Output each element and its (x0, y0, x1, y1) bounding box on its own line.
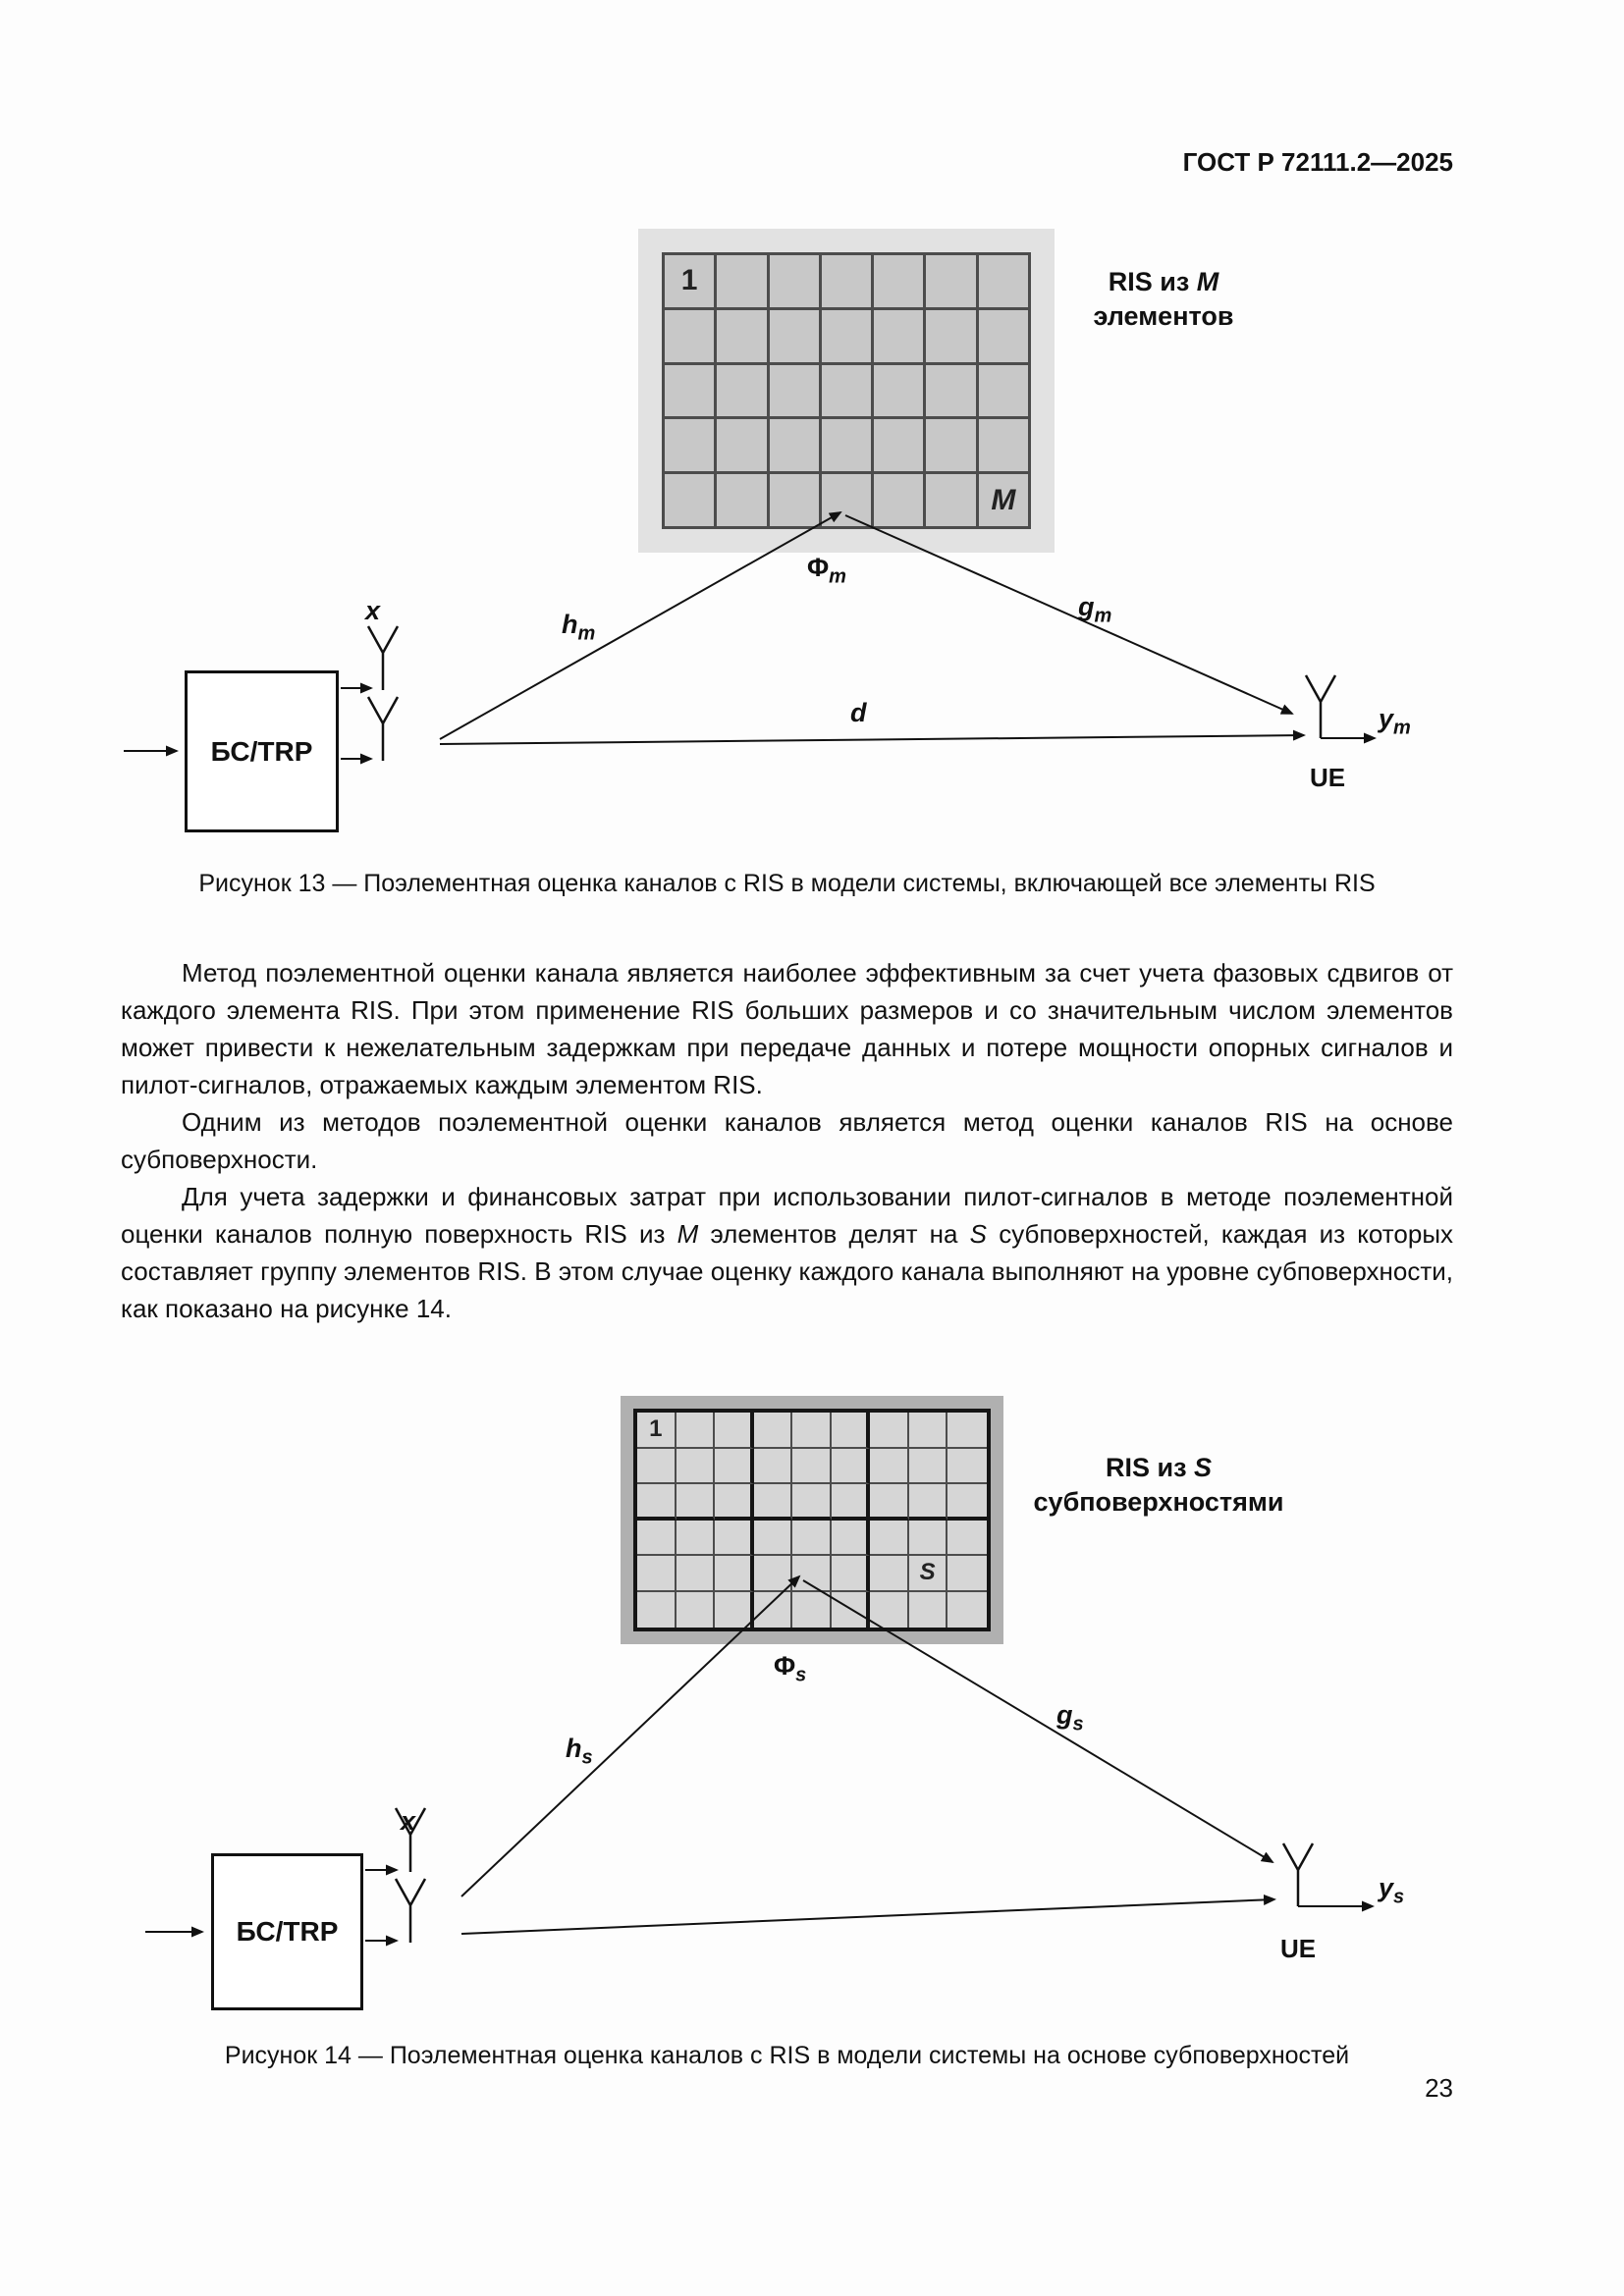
ris-element (717, 310, 769, 365)
ris-element (677, 1449, 716, 1485)
ris-element (770, 419, 822, 474)
bs-trp-label: БС/TRP (210, 735, 313, 767)
output-signal-label: $y_m$ (1379, 704, 1411, 739)
ris-element (832, 1592, 871, 1629)
ris-element (637, 1556, 677, 1592)
ris-element (792, 1413, 832, 1449)
body-text (121, 954, 1453, 1327)
ris-element (870, 1413, 909, 1449)
ris-element (874, 474, 926, 529)
bs-trp-box (211, 1853, 363, 2010)
ris-element (874, 419, 926, 474)
direct-path-arrow (461, 1899, 1274, 1934)
ris-element (717, 474, 769, 529)
ris-element (874, 255, 926, 310)
ris-element (770, 474, 822, 529)
ris-grid (662, 252, 1031, 529)
ris-element (870, 1484, 909, 1521)
ris-element (677, 1592, 716, 1629)
ris-element (754, 1449, 793, 1485)
ris-element (926, 310, 978, 365)
ue-label: UE (1309, 763, 1346, 792)
ris-element (947, 1413, 987, 1449)
ris-element (715, 1484, 754, 1521)
ris-element (754, 1556, 793, 1592)
ris-element (947, 1592, 987, 1629)
ris-element (926, 365, 978, 420)
ris-element (677, 1484, 716, 1521)
ris-element (979, 310, 1031, 365)
phi-m-label: $\Phi_m$ (807, 553, 846, 588)
ris-element (637, 1592, 677, 1629)
ris-element (870, 1592, 909, 1629)
bs-antenna-icon (396, 1879, 425, 1943)
ris-element (792, 1449, 832, 1485)
ris-element (870, 1449, 909, 1485)
ris-element (717, 419, 769, 474)
ris-element (822, 419, 874, 474)
body-paragraph: Одним из методов поэлементной оценки каналов является метод оценки каналов RIS на основе субповерхности. (121, 1107, 1453, 1174)
ris-element (926, 255, 978, 310)
body-paragraph: Для учета задержки и финансовых затрат при использовании пилот-сигналов в методе поэлементной оценки каналов полную поверхность RIS из M элементов делят на S субповерхностей, каждая из которых составляет группу элементов RIS. В этом случае оценку каждого канала выполняют на уровне субповерхности, как показано на рисунке 14. (121, 1182, 1454, 1323)
ris-element (677, 1556, 716, 1592)
ris-element (715, 1592, 754, 1629)
ris-element (832, 1484, 871, 1521)
ue-antenna-icon (1283, 1843, 1313, 1906)
document-code: ГОСТ Р 72111.2—2025 (1182, 147, 1453, 177)
body-paragraph: Метод поэлементной оценки канала является наиболее эффективным за счет учета фазовых сдвигов от каждого элемента RIS. При этом применение RIS больших размеров и со значительным числом элементов может привести к нежелательным задержкам при передаче данных и потере мощности опорных сигналов и пилот-сигналов, отражаемых каждым элементом RIS. (121, 958, 1453, 1099)
ris-element (832, 1521, 871, 1557)
ris-element (637, 1521, 677, 1557)
figure-13-caption: Рисунок 13 — Поэлементная оценка каналов с RIS в модели системы, включающей все элементы RIS (198, 870, 1376, 897)
ris-element (792, 1556, 832, 1592)
ris-element (665, 310, 717, 365)
bs-antenna-icon (368, 697, 398, 761)
ris-element (870, 1521, 909, 1557)
ris-element (979, 365, 1031, 420)
bs-trp-box (185, 670, 339, 832)
ris-element (870, 1556, 909, 1592)
ris-element (909, 1592, 948, 1629)
ris-element (832, 1449, 871, 1485)
input-signal-label: x (365, 596, 381, 625)
ris-element (792, 1521, 832, 1557)
ris-element (909, 1413, 948, 1449)
ris-element (822, 255, 874, 310)
ris-element (770, 255, 822, 310)
ris-element (677, 1413, 716, 1449)
page-number: 23 (1425, 2073, 1453, 2103)
ris-element: 1 (637, 1413, 677, 1449)
ris-element (754, 1413, 793, 1449)
ris-element: S (909, 1556, 948, 1592)
ris-element (822, 365, 874, 420)
ris-element (754, 1484, 793, 1521)
ris-description-label: RIS из S субповерхностями (1033, 1453, 1284, 1517)
ris-element (874, 310, 926, 365)
input-signal-label: x (401, 1806, 416, 1836)
direct-path-label: d (850, 698, 867, 727)
figure-14-caption: Рисунок 14 — Поэлементная оценка каналов с RIS в модели системы на основе субповерхностей (224, 2042, 1350, 2069)
ris-element (754, 1592, 793, 1629)
ris-element (909, 1484, 948, 1521)
ris-element (637, 1484, 677, 1521)
figure-13 (0, 221, 1624, 879)
ris-element (947, 1449, 987, 1485)
ris-element (665, 474, 717, 529)
ris-element (874, 365, 926, 420)
ris-element (770, 310, 822, 365)
ris-surface-panel (621, 1396, 1003, 1644)
ue-label: UE (1279, 1934, 1317, 1963)
ris-element (665, 365, 717, 420)
figure-14 (0, 1374, 1624, 2061)
ris-element (637, 1449, 677, 1485)
ris-element (792, 1592, 832, 1629)
ris-element (947, 1556, 987, 1592)
ris-element (677, 1521, 716, 1557)
ris-element (979, 255, 1031, 310)
ris-element (715, 1556, 754, 1592)
ris-grid (633, 1409, 991, 1631)
ris-element (947, 1484, 987, 1521)
ris-element (822, 310, 874, 365)
bs-antenna-icon (368, 626, 398, 690)
channel-g-label: $g_s$ (1056, 1700, 1084, 1735)
ue-antenna-icon (1306, 675, 1335, 738)
ris-element (947, 1521, 987, 1557)
ris-element (717, 365, 769, 420)
ris-surface-panel (638, 229, 1055, 553)
ris-element (715, 1521, 754, 1557)
ris-element (909, 1449, 948, 1485)
ris-element (926, 419, 978, 474)
phi-s-label: $\Phi_s$ (774, 1651, 807, 1686)
output-signal-label: $y_s$ (1379, 1873, 1405, 1908)
ris-element (715, 1413, 754, 1449)
ris-element (832, 1556, 871, 1592)
ris-element (979, 419, 1031, 474)
ris-description-label: RIS из M элементов (1093, 267, 1234, 331)
ris-element: 1 (665, 255, 717, 310)
ris-element (822, 474, 874, 529)
ris-element (715, 1449, 754, 1485)
ris-element (770, 365, 822, 420)
ris-element (665, 419, 717, 474)
channel-g-label: $g_m$ (1078, 592, 1112, 627)
ris-element (909, 1521, 948, 1557)
ris-element (717, 255, 769, 310)
ris-element (926, 474, 978, 529)
direct-path-arrow (440, 735, 1304, 744)
ris-element (792, 1484, 832, 1521)
channel-h-label: $h_m$ (562, 610, 596, 645)
ris-element (754, 1521, 793, 1557)
ris-element: M (979, 474, 1031, 529)
ris-element (832, 1413, 871, 1449)
bs-trp-label: БС/TRP (236, 1916, 339, 1947)
channel-h-label: $h_s$ (566, 1734, 593, 1769)
